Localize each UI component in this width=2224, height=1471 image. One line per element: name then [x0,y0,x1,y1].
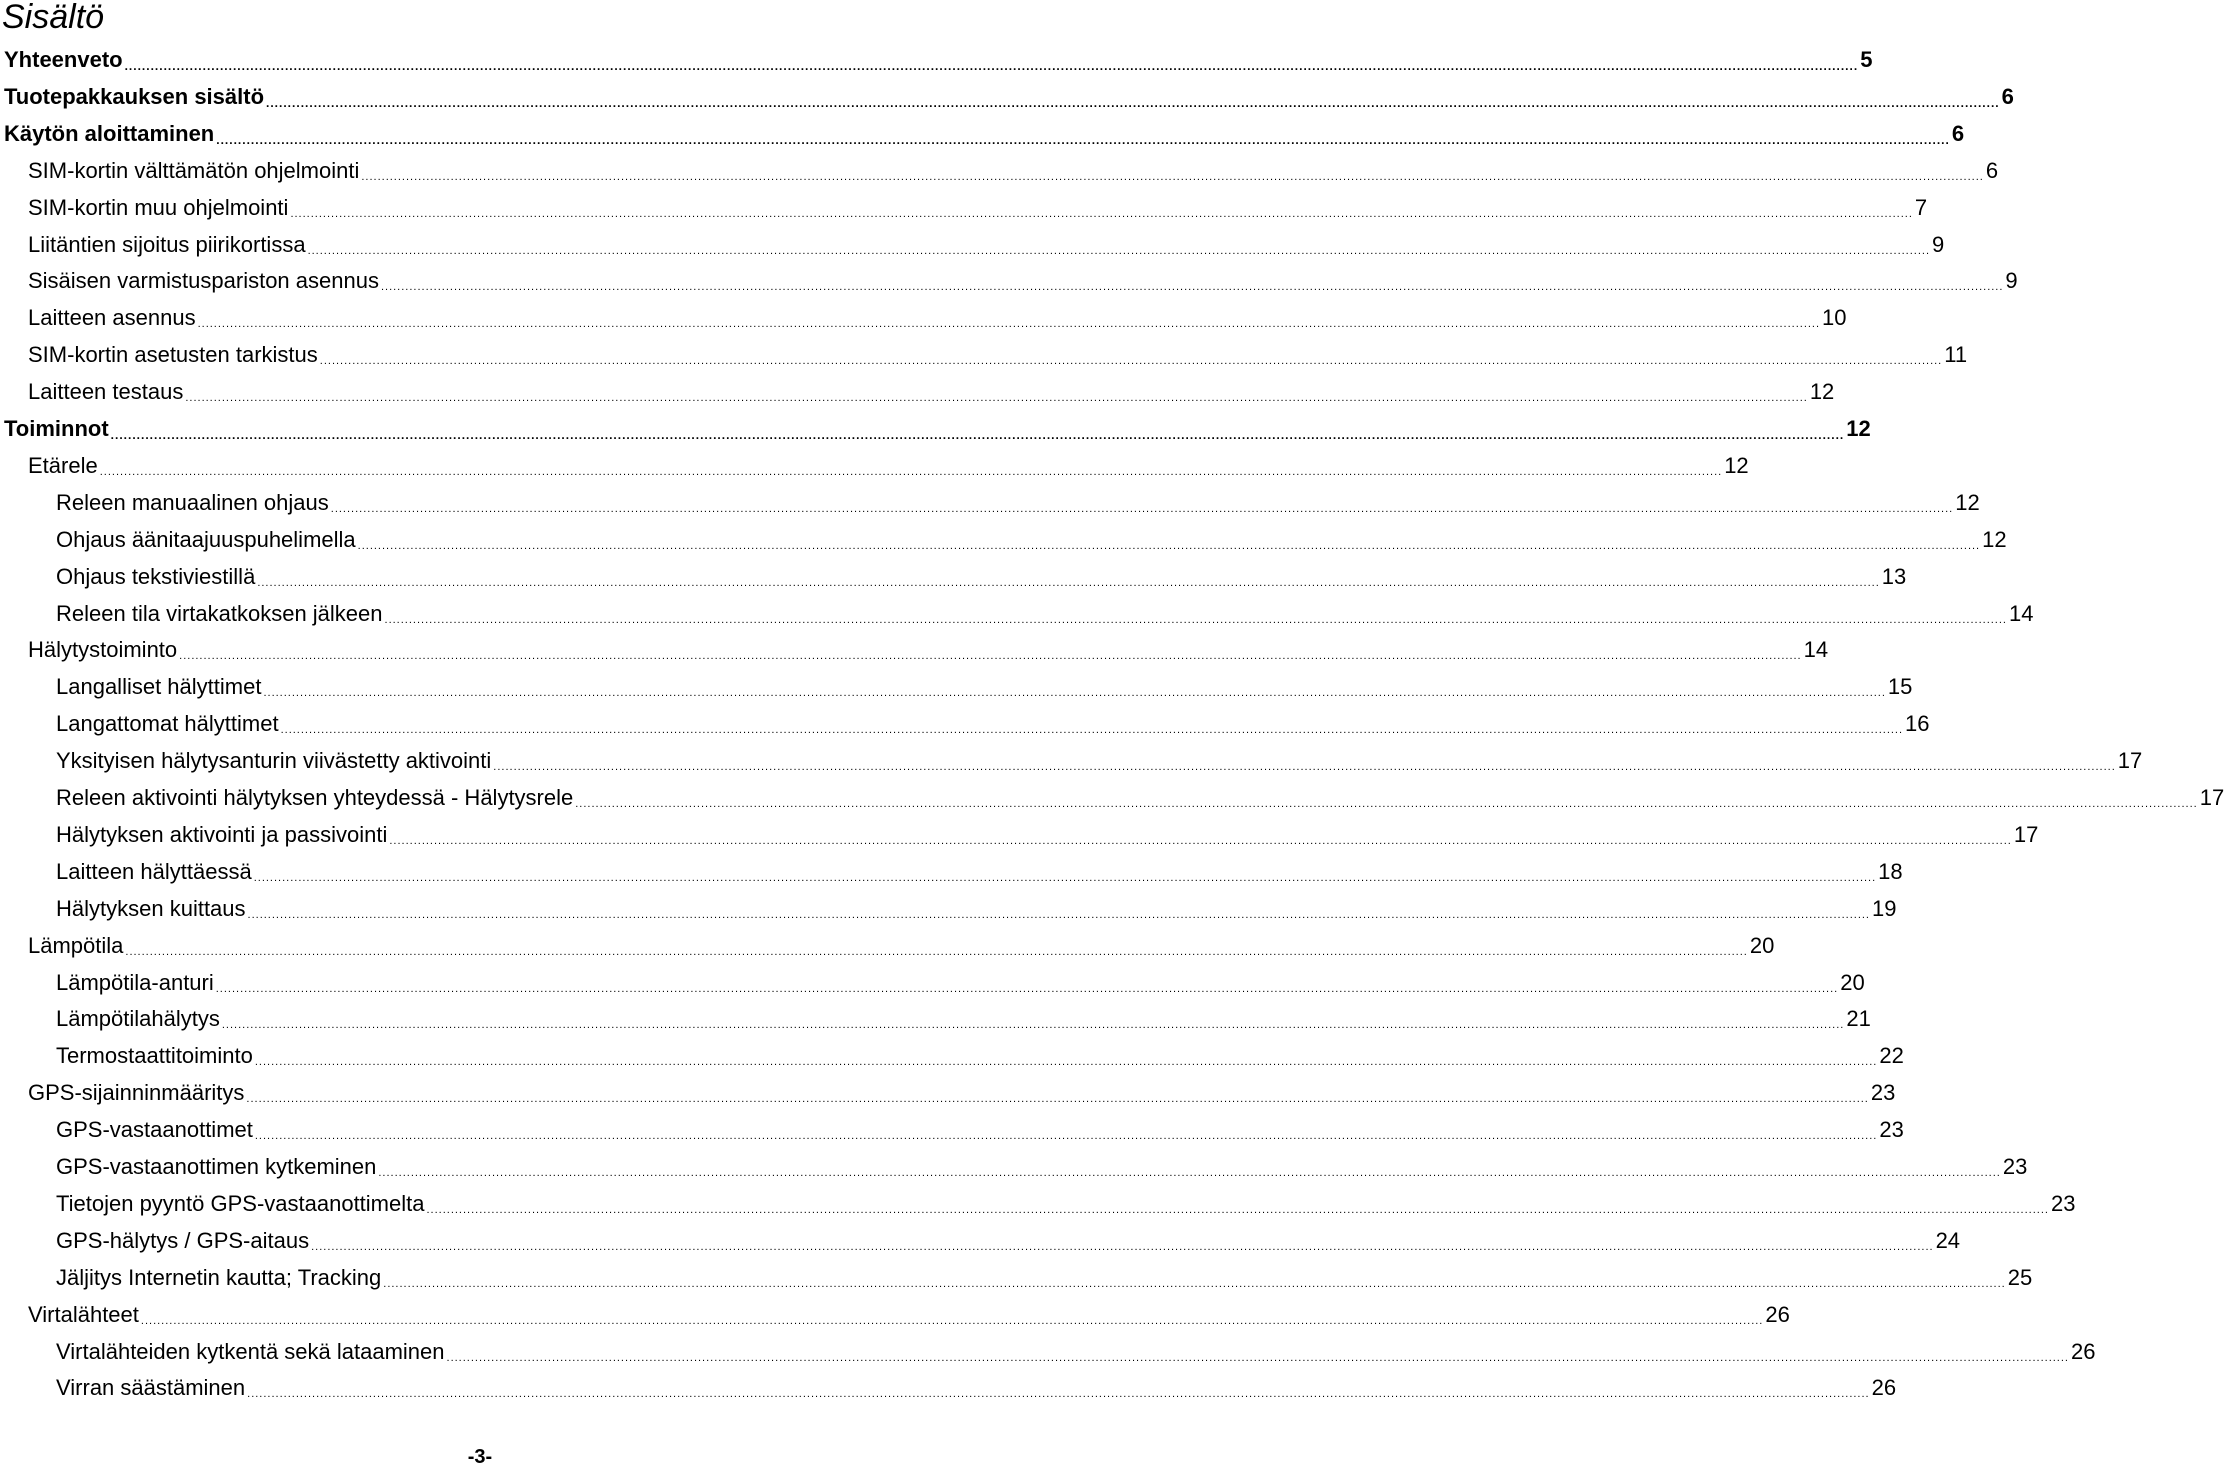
toc-entry-page: 17 [2199,785,2224,810]
toc-entry[interactable] [4,116,1965,152]
toc-entry-label: Ohjaus äänitaajuuspuhelimella [56,527,356,552]
toc-entry[interactable] [28,928,1775,964]
dot-leader: ................................................................................................................................................................................................................................................................................................................................................................................................................ [383,1277,2006,1290]
toc-entry-page: 23 [1870,1080,1896,1105]
dot-leader: ................................................................................................................................................................................................................................................................................................................................................................................................................ [125,945,1748,958]
toc-entry-page: 26 [1765,1302,1790,1327]
toc-entry-page: 26 [1871,1375,1897,1400]
dot-leader: ................................................................................................................................................................................................................................................................................................................................................................................................................ [380,280,2004,293]
toc-entry-label: Termostaattitoiminto [56,1043,253,1068]
toc-entry[interactable] [56,596,2034,632]
toc-entry-label: Sisäisen varmistuspariston asennus [28,268,379,293]
toc-entry-page: 12 [1809,379,1835,404]
toc-entry-label: Virtalähteet [28,1302,139,1327]
toc-entry-page: 13 [1881,564,1907,589]
toc-entry-page: 12 [1982,527,2007,552]
dot-leader: ................................................................................................................................................................................................................................................................................................................................................................................................................ [185,391,1808,404]
dot-leader: ................................................................................................................................................................................................................................................................................................................................................................................................................ [389,834,2012,847]
toc-entry[interactable] [28,153,1999,189]
dot-leader: ................................................................................................................................................................................................................................................................................................................................................................................................................ [446,1351,2069,1364]
toc-entry[interactable] [28,227,1945,263]
dot-leader: ................................................................................................................................................................................................................................................................................................................................................................................................................ [266,96,2000,110]
dot-leader: ................................................................................................................................................................................................................................................................................................................................................................................................................ [246,1092,1869,1105]
toc-entry[interactable] [56,522,2007,558]
toc-entry[interactable] [56,1001,1871,1037]
toc-entry-label: Liitäntien sijoitus piirikortissa [28,232,306,257]
toc-entry-label: GPS-vastaanottimet [56,1117,253,1142]
toc-entry[interactable] [28,300,1847,336]
toc-entry[interactable] [56,559,1907,595]
toc-entry[interactable] [28,448,1749,484]
dot-leader: ................................................................................................................................................................................................................................................................................................................................................................................................................ [216,133,1950,147]
toc-entry-label: Yhteenveto [4,47,123,72]
toc-entry-label: Laitteen hälyttäessä [56,859,252,884]
toc-entry[interactable] [56,669,1913,705]
toc-entry-page: 12 [1846,416,1871,441]
toc-entry[interactable] [28,1075,1896,1111]
dot-leader: ................................................................................................................................................................................................................................................................................................................................................................................................................ [179,649,1802,662]
dot-leader: ................................................................................................................................................................................................................................................................................................................................................................................................................ [253,871,1877,884]
toc-entry-page: 16 [1905,711,1930,736]
toc-entry-page: 17 [2117,748,2143,773]
toc-entry-page: 19 [1872,896,1897,921]
dot-leader: ................................................................................................................................................................................................................................................................................................................................................................................................................ [426,1203,2049,1216]
dot-leader: ................................................................................................................................................................................................................................................................................................................................................................................................................ [575,797,2198,810]
dot-leader: ................................................................................................................................................................................................................................................................................................................................................................................................................ [311,1240,1934,1253]
toc-entry-page: 15 [1887,674,1913,699]
toc-entry[interactable] [56,485,1980,521]
toc-entry[interactable] [28,1297,1790,1333]
dot-leader: ................................................................................................................................................................................................................................................................................................................................................................................................................ [215,982,1839,995]
toc-entry[interactable] [56,1112,1904,1148]
toc-entry[interactable] [56,1186,2076,1222]
toc-entry-page: 10 [1822,305,1847,330]
toc-entry-label: Toiminnot [4,416,109,441]
toc-entry-label: Etärele [28,453,98,478]
toc-entry-page: 26 [2070,1339,2096,1364]
toc-entry[interactable] [56,854,1903,890]
toc-entry-label: Lämpötila-anturi [56,970,214,995]
toc-entry-page: 14 [2008,601,2034,626]
toc-entry[interactable] [28,632,1829,668]
toc-entry-label: GPS-vastaanottimen kytkeminen [56,1154,377,1179]
toc-entry-label: Yksityisen hälytysanturin viivästetty aktivointi [56,748,492,773]
dot-leader: ................................................................................................................................................................................................................................................................................................................................................................................................................ [378,1166,2001,1179]
toc-entry-label: Lämpötila [28,933,124,958]
page-number: -3- [467,1446,493,1468]
toc-entry-label: Langattomat hälyttimet [56,711,279,736]
toc-entry-page: 11 [1944,342,1968,367]
toc-entry-page: 9 [1932,232,1945,257]
toc-entry[interactable] [56,1223,1961,1259]
toc-entry-page: 7 [1914,195,1928,220]
toc-entry-label: SIM-kortin asetusten tarkistus [28,342,318,367]
dot-leader: ................................................................................................................................................................................................................................................................................................................................................................................................................ [493,760,2116,773]
dot-leader: ................................................................................................................................................................................................................................................................................................................................................................................................................ [254,1055,1878,1068]
toc-entry-label: GPS-hälytys / GPS-aitaus [56,1228,310,1253]
toc-entry-label: Hälytyksen aktivointi ja passivointi [56,822,388,847]
toc-entry-label: Lämpötilahälytys [56,1006,220,1031]
toc-entry[interactable] [4,411,1871,447]
toc-entry-page: 14 [1803,637,1829,662]
toc-entry-page: 6 [1985,158,1999,183]
dot-leader: ................................................................................................................................................................................................................................................................................................................................................................................................................ [247,1387,1870,1400]
toc-entry-label: GPS-sijainninmääritys [28,1080,245,1105]
toc-entry[interactable] [56,891,1897,927]
toc-entry-label: Langalliset hälyttimet [56,674,262,699]
toc-entry-page: 20 [1749,933,1775,958]
dot-leader: ................................................................................................................................................................................................................................................................................................................................................................................................................ [124,59,1859,73]
toc-entry[interactable] [4,79,2014,115]
toc-entry-page: 5 [1860,47,1873,72]
dot-leader: ................................................................................................................................................................................................................................................................................................................................................................................................................ [280,723,1904,736]
dot-leader: ................................................................................................................................................................................................................................................................................................................................................................................................................ [99,465,1723,478]
toc-entry-label: Hälytyksen kuittaus [56,896,246,921]
toc-entry[interactable] [56,1334,2096,1370]
toc-entry-label: Laitteen asennus [28,305,196,330]
toc-entry[interactable] [56,743,2143,779]
toc-entry[interactable] [56,1149,2028,1185]
toc-entry[interactable] [56,1260,2033,1296]
dot-leader: ................................................................................................................................................................................................................................................................................................................................................................................................................ [290,207,1913,220]
toc-entry-page: 6 [2001,84,2014,109]
toc-entry-label: Ohjaus tekstiviestillä [56,564,256,589]
toc-entry-label: Virran säästäminen [56,1375,246,1400]
toc-entry-page: 17 [2013,822,2039,847]
toc-entry-label: Tietojen pyyntö GPS-vastaanottimelta [56,1191,425,1216]
toc-entry-label: SIM-kortin muu ohjelmointi [28,195,289,220]
toc-entry[interactable] [28,374,1835,410]
toc-entry[interactable] [56,780,2224,816]
toc-entry-label: Releen tila virtakatkoksen jälkeen [56,601,383,626]
toc-entry[interactable] [4,42,1873,78]
toc-entry[interactable] [56,1038,1904,1074]
dot-leader: ................................................................................................................................................................................................................................................................................................................................................................................................................ [197,317,1821,330]
toc-entry-page: 20 [1840,970,1865,995]
dot-leader: ................................................................................................................................................................................................................................................................................................................................................................................................................ [254,1129,1878,1142]
toc-entry[interactable] [28,190,1928,226]
toc-entry-page: 12 [1955,490,1980,515]
dot-leader: ................................................................................................................................................................................................................................................................................................................................................................................................................ [257,576,1880,589]
toc-entry-page: 21 [1846,1006,1871,1031]
toc-entry-page: 23 [1879,1117,1904,1142]
dot-leader: ................................................................................................................................................................................................................................................................................................................................................................................................................ [307,244,1931,257]
toc-entry[interactable] [56,1370,1897,1406]
dot-leader: ................................................................................................................................................................................................................................................................................................................................................................................................................ [140,1314,1764,1327]
dot-leader: ................................................................................................................................................................................................................................................................................................................................................................................................................ [247,908,1870,921]
toc-entry-page: 23 [2050,1191,2076,1216]
toc-entry-label: Virtalähteiden kytkentä sekä lataaminen [56,1339,445,1364]
toc-entry-label: Laitteen testaus [28,379,184,404]
toc-entry-page: 25 [2007,1265,2033,1290]
toc-entry-page: 9 [2005,268,2018,293]
dot-leader: ................................................................................................................................................................................................................................................................................................................................................................................................................ [221,1018,1845,1031]
toc-entry-label: Releen manuaalinen ohjaus [56,490,329,515]
dot-leader: ................................................................................................................................................................................................................................................................................................................................................................................................................ [110,428,1845,442]
dot-leader: ................................................................................................................................................................................................................................................................................................................................................................................................................ [263,686,1886,699]
toc-entry-label: Releen aktivointi hälytyksen yhteydessä - Hälytysrele [56,785,574,810]
toc-entry-label: Jäljitys Internetin kautta; Tracking [56,1265,382,1290]
toc-entry[interactable] [56,817,2039,853]
toc-entry-label: SIM-kortin välttämätön ohjelmointi [28,158,360,183]
toc-entry-page: 23 [2002,1154,2028,1179]
dot-leader: ................................................................................................................................................................................................................................................................................................................................................................................................................ [357,539,1981,552]
toc-entry-page: 24 [1935,1228,1961,1253]
dot-leader: ................................................................................................................................................................................................................................................................................................................................................................................................................ [330,502,1954,515]
toc-entry-label: Käytön aloittaminen [4,121,215,146]
toc-entry-label: Hälytystoiminto [28,637,178,662]
toc-entry-page: 18 [1878,859,1903,884]
toc-entry-label: Tuotepakkauksen sisältö [4,84,265,109]
toc-entry[interactable] [28,337,1968,373]
toc-entry-page: 6 [1951,121,1965,146]
page-title: Sisältö [2,0,105,36]
toc-entry-page: 12 [1724,453,1749,478]
toc-entry[interactable] [56,706,1930,742]
toc-entry-page: 22 [1879,1043,1904,1068]
dot-leader: ................................................................................................................................................................................................................................................................................................................................................................................................................ [319,354,1943,367]
dot-leader: ................................................................................................................................................................................................................................................................................................................................................................................................................ [361,170,1984,183]
dot-leader: ................................................................................................................................................................................................................................................................................................................................................................................................................ [384,613,2007,626]
toc-entry[interactable] [28,263,2018,299]
toc-entry[interactable] [56,965,1865,1001]
